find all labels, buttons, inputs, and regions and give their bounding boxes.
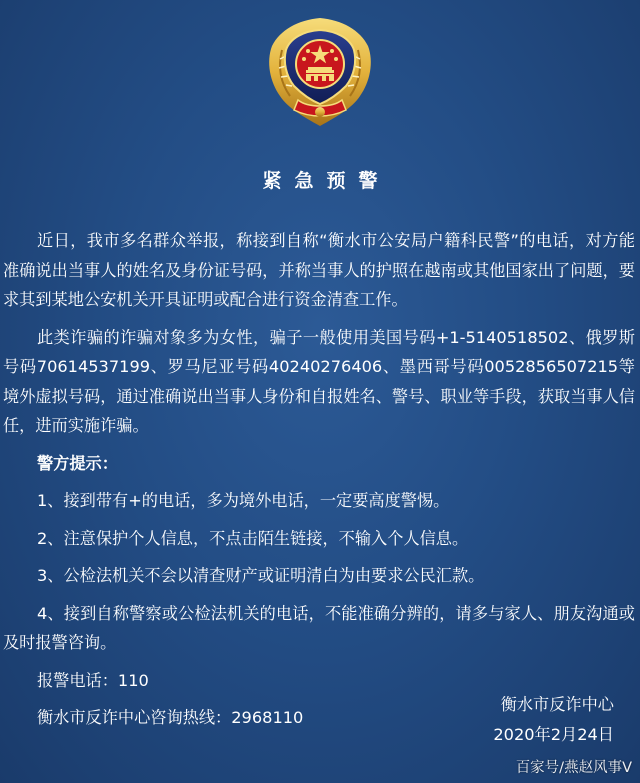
source-watermark: 百家号/燕赵风事V	[515, 760, 632, 776]
notice-body	[3, 226, 635, 733]
notice-title: 紧急预警	[262, 170, 391, 192]
police-phone: 报警电话：110	[37, 670, 149, 690]
signature-date: 2020年2月24日	[493, 725, 614, 744]
tip-item: 3、公检法机关不会以清查财产或证明清白为由要求公民汇款。	[37, 566, 485, 585]
tip-item: 2、注意保护个人信息，不点击陌生链接，不输入个人信息。	[37, 528, 469, 548]
signature-block	[493, 690, 614, 750]
tip-item: 4、接到自称警察或公检法机关的电话，不能准确分辨的，请多与家人、朋友沟通或及时报警咨询。	[3, 603, 635, 652]
notice-paragraph: 此类诈骗的诈骗对象多为女性，骗子一般使用美国号码+1-5140518502、俄罗斯号码70614537199、罗马尼亚号码40240276406、墨西哥号码0052856507215等境外虚拟号码，通过准确说出当事人身份和自报姓名、警号、职业等手段，获取当事人信任，进而实施诈骗。	[3, 327, 635, 435]
tips-heading: 警方提示：	[37, 453, 118, 473]
notice-paragraph: 近日，我市多名群众举报，称接到自称“衡水市公安局户籍科民警”的电话，对方能准确说出当事人的姓名及身份证号码，并称当事人的护照在越南或其他国家出了问题，要求其到某地公安机关开具证明或配合进行资金清查工作。	[3, 231, 635, 309]
police-emblem-icon	[264, 16, 376, 128]
hotline: 衡水市反诈中心咨询热线：2968110	[37, 708, 304, 727]
signature-org: 衡水市反诈中心	[500, 695, 614, 714]
tip-item: 1、接到带有+的电话，多为境外电话，一定要高度警惕。	[37, 491, 450, 510]
